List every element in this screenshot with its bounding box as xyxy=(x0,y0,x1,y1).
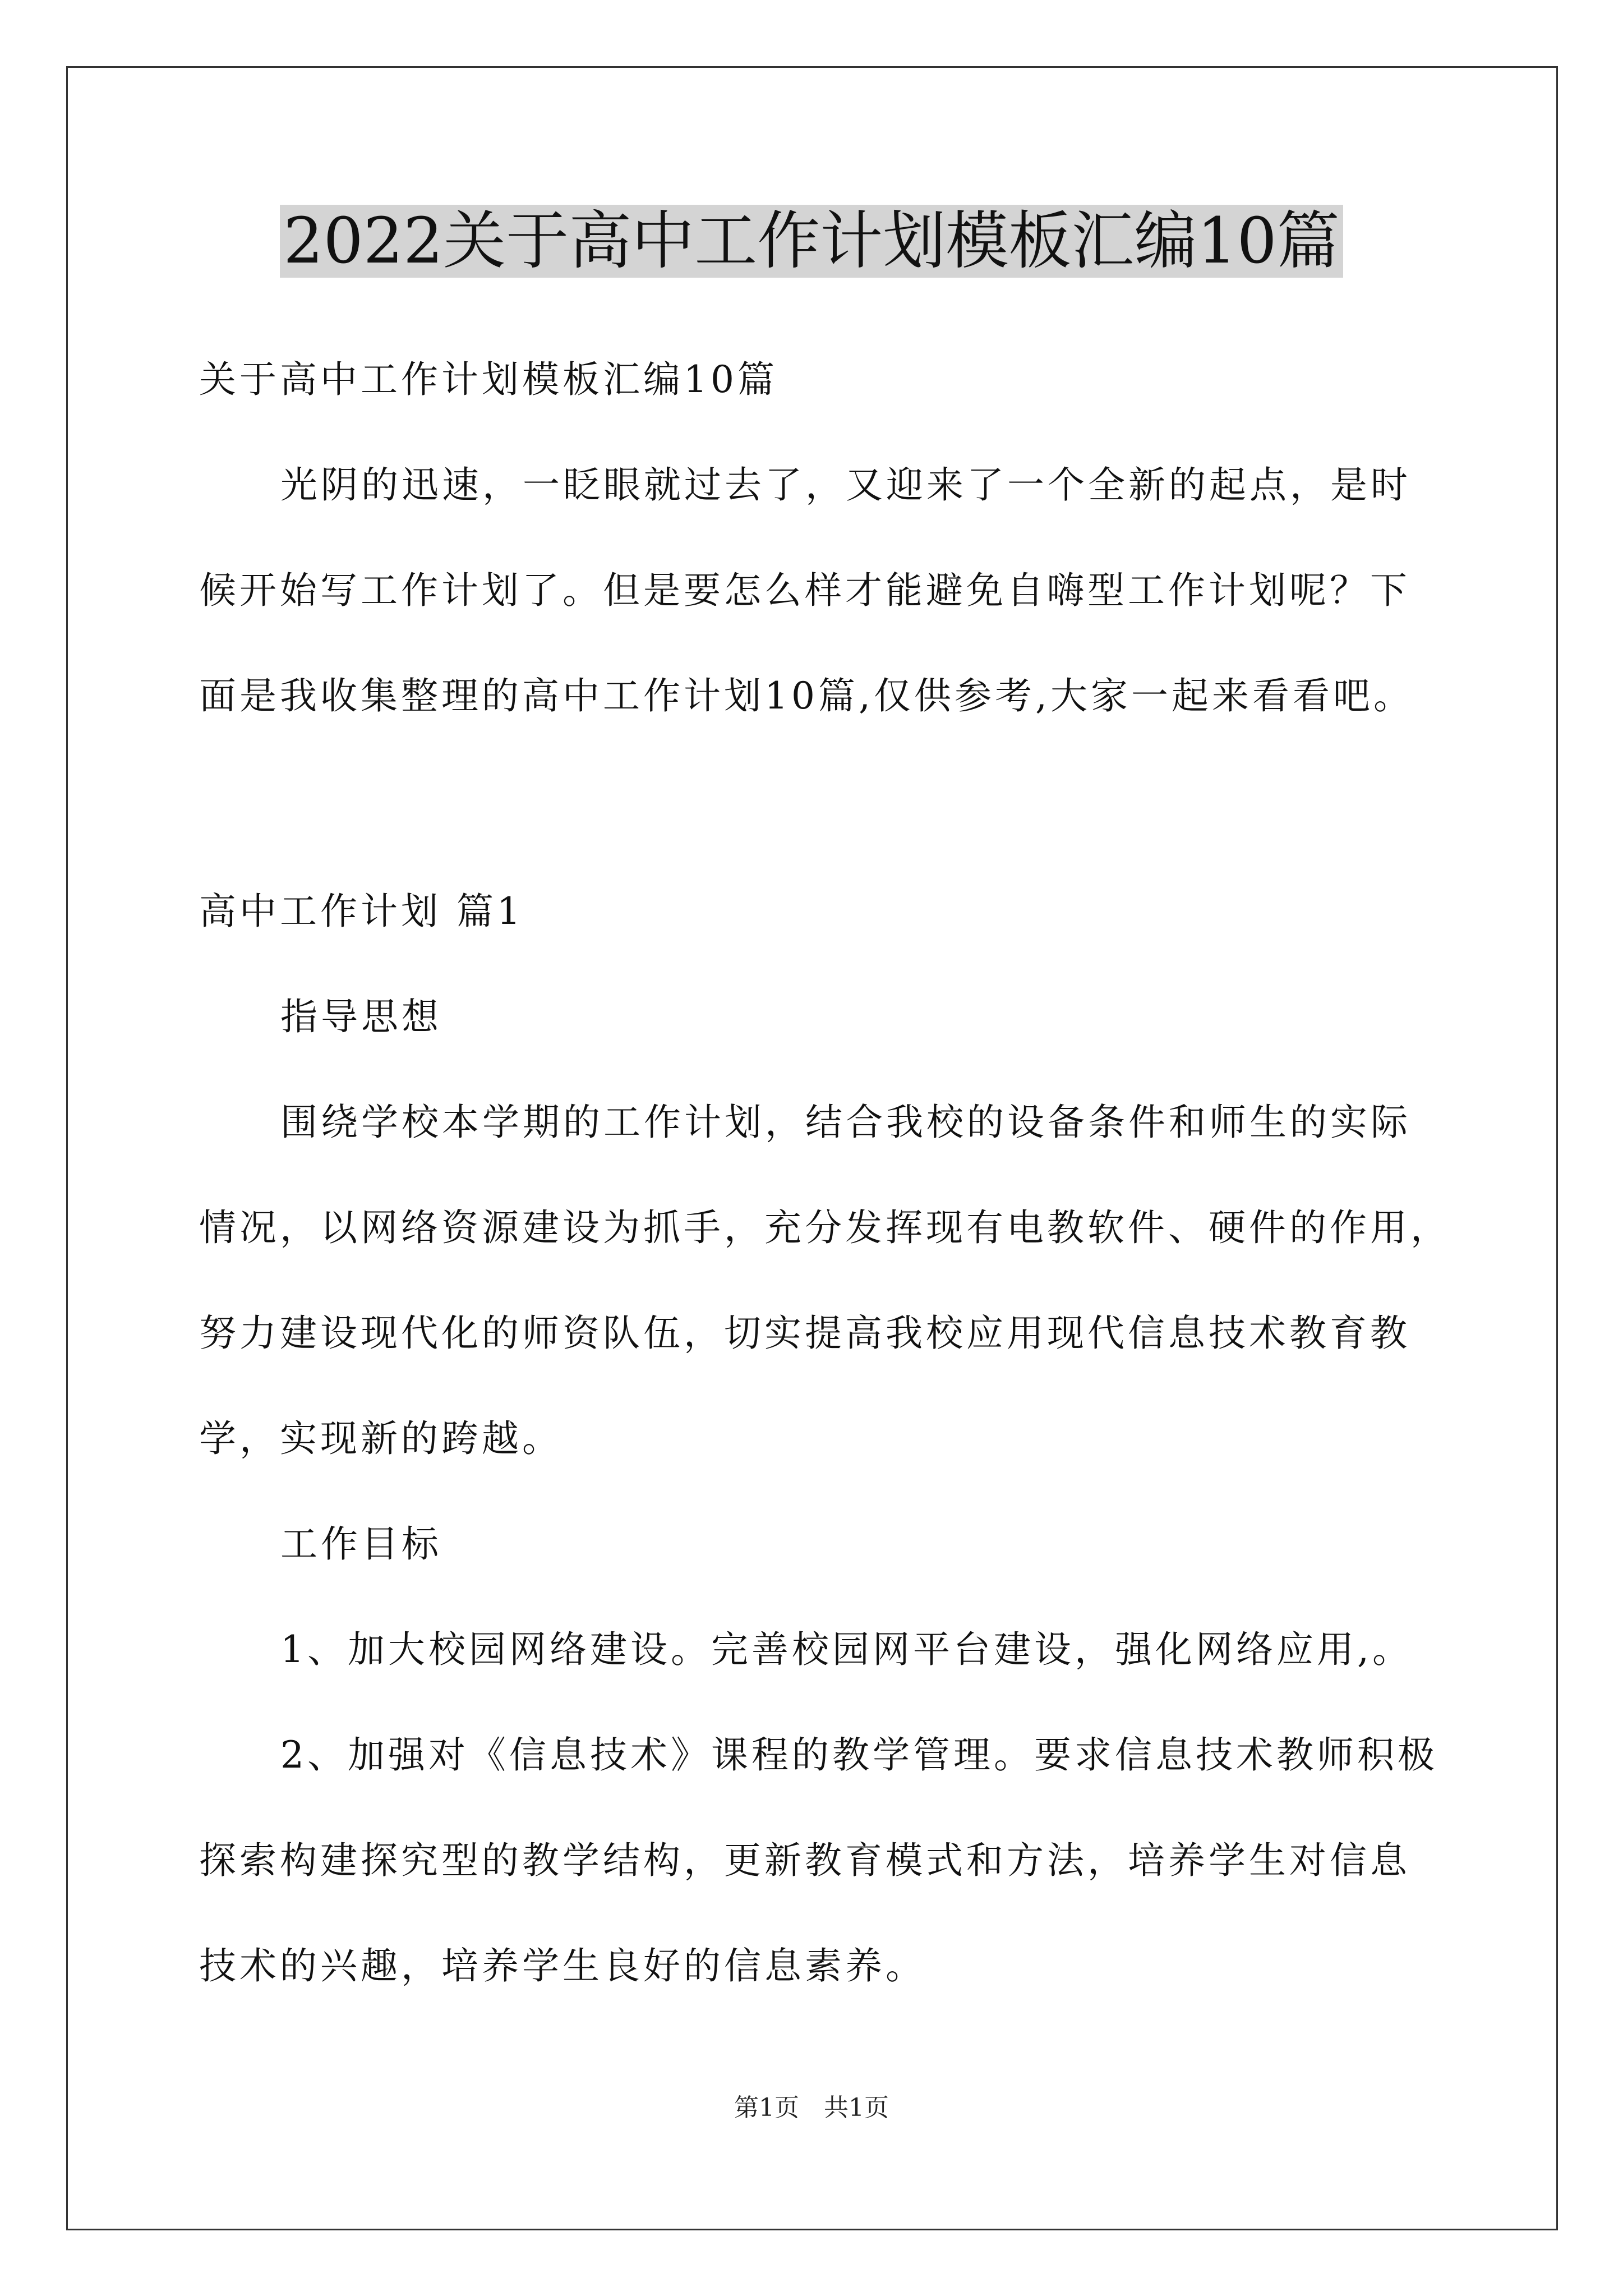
goal1-line: 1、加大校园网络建设。完善校园网平台建设，强化网络应用,。 xyxy=(280,1628,1413,1671)
intro-line-3: 面是我收集整理的高中工作计划10篇,仅供参考,大家一起来看看吧。 xyxy=(199,674,1414,717)
goal2-line-3: 技术的兴趣，培养学生良好的信息素养。 xyxy=(199,1944,926,1987)
section-heading: 高中工作计划 篇1 xyxy=(199,890,524,933)
document-title-text: 2022关于高中工作计划模板汇编10篇 xyxy=(280,205,1343,278)
guiding-line-2: 情况，以网络资源建设为抓手，充分发挥现有电教软件、硬件的作用， xyxy=(199,1206,1451,1249)
intro-line-2: 候开始写工作计划了。但是要怎么样才能避免自嗨型工作计划呢？下 xyxy=(199,569,1410,612)
guiding-line-4: 学，实现新的跨越。 xyxy=(199,1417,562,1460)
guiding-line-3: 努力建设现代化的师资队伍，切实提高我校应用现代信息技术教育教 xyxy=(199,1312,1410,1355)
guiding-heading: 指导思想 xyxy=(280,995,442,1038)
goal-heading: 工作目标 xyxy=(280,1522,442,1566)
page-footer: 第1页 共1页 xyxy=(734,2093,889,2122)
goal2-line-1: 2、加强对《信息技术》课程的教学管理。要求信息技术教师积极 xyxy=(280,1733,1438,1777)
document-title xyxy=(0,202,1623,280)
guiding-line-1: 围绕学校本学期的工作计划，结合我校的设备条件和师生的实际 xyxy=(280,1101,1411,1144)
intro-line-1: 光阴的迅速，一眨眼就过去了，又迎来了一个全新的起点，是时 xyxy=(280,463,1411,507)
goal2-line-2: 探索构建探究型的教学结构，更新教育模式和方法，培养学生对信息 xyxy=(199,1839,1410,1882)
document-subtitle: 关于高中工作计划模板汇编10篇 xyxy=(199,358,778,401)
